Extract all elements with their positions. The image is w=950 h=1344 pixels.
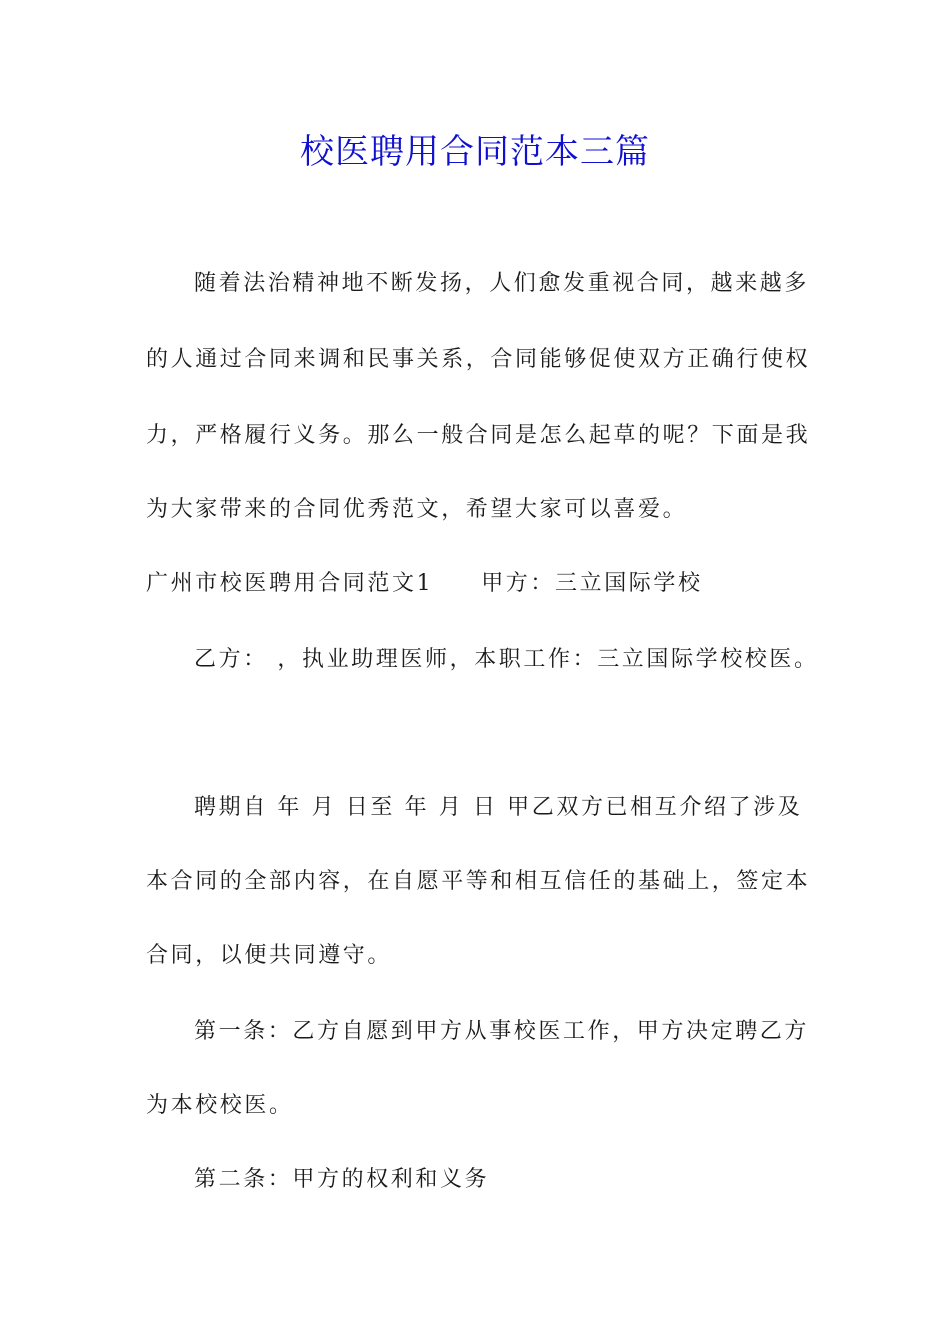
- party-a: 甲方：三立国际学校: [481, 571, 703, 596]
- intro-line-4: 为大家带来的合同优秀范文，希望大家可以喜爱。: [146, 497, 688, 522]
- section-heading-row: [146, 568, 806, 600]
- party-b: 乙方： ，执业助理医师，本职工作：三立国际学校校医。: [194, 647, 819, 672]
- intro-line-2: 的人通过合同来调和民事关系，合同能够促使双方正确行使权: [146, 347, 811, 372]
- term-line-3: 合同，以便共同遵守。: [146, 943, 393, 968]
- section-heading: 广州市校医聘用合同范文1: [146, 571, 434, 596]
- intro-line-1: 随着法治精神地不断发扬，人们愈发重视合同，越来越多: [194, 271, 810, 296]
- term-line-1: 聘期自 年 月 日至 年 月 日 甲乙双方已相互介绍了涉及: [194, 795, 803, 820]
- article1-line-1: 第一条：乙方自愿到甲方从事校医工作，甲方决定聘乙方: [194, 1019, 810, 1044]
- intro-line-3: 力，严格履行义务。那么一般合同是怎么起草的呢？下面是我: [146, 423, 811, 448]
- document-title: 校医聘用合同范本三篇: [300, 132, 650, 172]
- article2-heading: 第二条：甲方的权利和义务: [194, 1167, 490, 1192]
- article1-line-2: 为本校校医。: [146, 1093, 294, 1118]
- term-line-2: 本合同的全部内容，在自愿平等和相互信任的基础上，签定本: [146, 869, 811, 894]
